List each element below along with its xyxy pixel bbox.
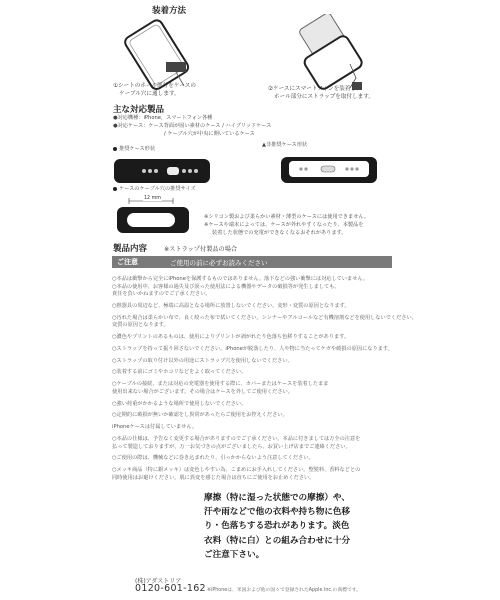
install-step2-illustration	[290, 14, 380, 94]
contents-note: ※ストラップ付製品の場合	[164, 246, 238, 253]
notice-item	[112, 401, 394, 409]
notice-item-line: 責任を負いかねますのでご了承ください。	[112, 291, 211, 298]
notice-item	[112, 346, 394, 354]
notice-item-line: 払って製造しておりますが、万一お気づきの点がございましたら、お買い上げ店までご連絡ください。	[112, 443, 351, 450]
install-step2-caption: ②ケースにスマートフォンを装着し、 ホール部分にストラップを取付します。	[268, 86, 375, 100]
notice-item-line: ○ご使用の際は、機械などに巻き込まれたり、引っかからないよう注意してください。	[112, 455, 314, 462]
notice-item	[112, 358, 394, 366]
notice-item-line: ○強い荷重がかかるような場所で使用しないでください。	[112, 400, 247, 407]
notice-list	[112, 276, 417, 487]
notice-title: ご注意	[117, 258, 138, 266]
warning-line: り・色落ちする恐れがあります。淡色	[204, 521, 350, 532]
notice-item	[112, 276, 394, 299]
notice-item-line: ○熱器具の周辺など、極端に高温となる場所に放置しないでください。変形・変質の原因となります。	[112, 302, 350, 309]
install-heading: 装着方法	[152, 6, 187, 16]
notice-item-line: 同時使用はお避けください。肌に異変を感じた場合は直ちにご使用をお止めください。	[112, 474, 315, 481]
products-case-line-2: / ケーブル穴が中央に開いているケース	[164, 131, 255, 137]
notice-item-line: ○本品は衝撃から完全にiPhoneを保護するものではありません。落下などの強い衝撃には対応していません。	[112, 276, 369, 282]
notice-item-line: ○本品の仕様は、予告なく変更する場合がありますのでご了承ください。本品に付きましては万全の注意を	[112, 435, 361, 442]
notice-item	[112, 369, 394, 377]
not-recommended-case-illustration	[279, 155, 379, 185]
notice-item-line: ○本品の使用中、お客様の過失及び誤った使用法による機器やデータの破損等が発生しましても、	[112, 283, 340, 290]
notice-item-line: 変質の原因となります。	[112, 322, 169, 329]
products-heading: 主な対応製品	[113, 105, 165, 115]
warning-line: 汗や雨などで他の衣料や持ち物に色移	[204, 507, 351, 518]
warning-line: 衣料（特に白）との組み合わせに十分	[204, 535, 351, 546]
install-step1-illustration	[118, 18, 198, 92]
notice-item-line: ○濃色やプリントのあるものは、使用によりプリントが剥がれたり色落ち色移りすることがあります。	[112, 334, 350, 341]
hole-width-label: 12 mm	[144, 196, 161, 201]
warning-line: ご注意下さい。	[204, 549, 265, 560]
notice-item	[112, 381, 394, 396]
notice-item-line: ○ケーブルの接続、または対応の充電器を使用する際に、カバーまたはケースを装着したまま	[112, 381, 329, 388]
bullet-icon	[113, 147, 117, 151]
notice-item	[112, 314, 417, 330]
not-recommended-label: ▲非推奨ケース形状	[262, 142, 308, 148]
contents-heading: 製品内容	[113, 244, 148, 254]
hole-size-label: ケースのケーブル穴の推奨サイズ	[113, 186, 196, 193]
notice-item-line: ○メッキ商品（特に銀メッキ）は変色しやすい為、こまめにお手入れしてください。整髪料、香料などとの	[112, 467, 361, 474]
company-name: (株)アダストリア	[135, 578, 182, 585]
install-step1-caption: ①シートのホール部分をケースの ケーブル穴に通します。	[113, 83, 196, 97]
warning-line: 摩擦（特に湿った状態での摩擦）や、	[204, 493, 350, 503]
notice-item	[112, 334, 394, 342]
caution-line-3: 装着した状態での充電ができなくなるおそれがあります。	[212, 230, 347, 236]
notice-item	[112, 436, 394, 451]
phone-number: 0120-601-162	[135, 583, 206, 594]
notice-item	[112, 424, 394, 432]
trademark-note: ※iPhoneは、米国および他の国々で登録されたApple Inc.の商標です。	[207, 588, 361, 593]
notice-item-line: ○ストラップの取り付け以外の用途にストラップ穴を使用しないでください。	[112, 357, 293, 364]
notice-banner	[112, 256, 392, 268]
notice-item	[112, 303, 394, 311]
notice-item-line: ○汚れた場合は柔らかい布で、良く絞った布で拭いてください。シンナーやアルコールなど有機溶剤などを使用しないでください。	[112, 314, 417, 321]
notice-item	[112, 412, 394, 420]
notice-item	[112, 455, 394, 463]
notice-item	[112, 467, 394, 482]
notice-item-line: ○装着する前にゴミやホコリなどをよく取ってください。	[112, 369, 247, 376]
recommended-label: 推奨ケース形状	[113, 146, 155, 153]
caution-line-1: ※シリコン製および柔らかい素材・薄型のケースには使用できません。	[204, 214, 370, 220]
color-transfer-warning	[204, 491, 394, 562]
notice-item-line: 使用出来ない場合がございます。その場合はケースを外してご使用ください。	[112, 388, 293, 395]
notice-subtitle: ご使用の前に必ずお読みください	[170, 258, 268, 267]
products-case-line: ●対応ケース：ケース背面が固い素材のケース / ハイブリッドケース	[113, 123, 272, 129]
notice-item-line: iPhoneケースは付属していません。	[112, 424, 198, 431]
caution-line-2: ※ケースや端末によっては、ケースが外れやすくなったり、本製品を	[204, 222, 364, 228]
recommended-case-illustration	[112, 157, 212, 185]
notice-item-line: ○ストラップを持って振り回さないでください。iPhoneが脱落したり、人や物に当たってケガや破損の原因になります。	[112, 345, 393, 352]
products-device-line: ●対応機種：iPhone，スマートフォン各種	[113, 115, 213, 121]
bullet-icon	[113, 187, 117, 191]
notice-item-line: ○定期的に破損が無いか確認をし異常があったらご使用をお控えください。	[112, 412, 288, 419]
